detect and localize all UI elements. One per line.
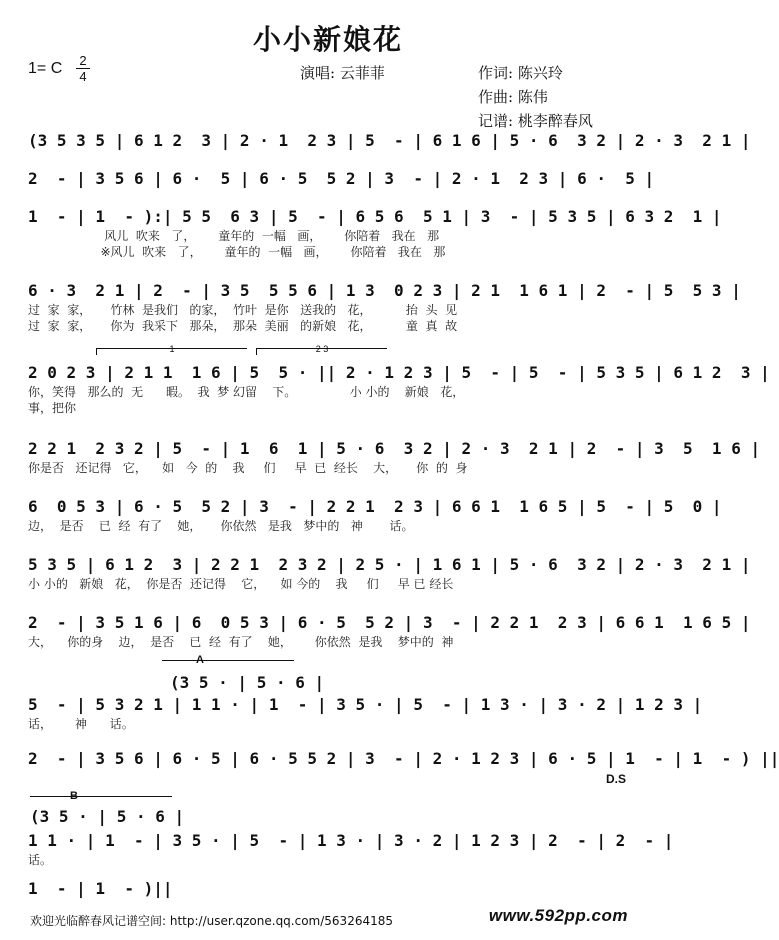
notation-line: 6 · 3 2 1 | 2 - | 3 5 5 5 6 | 1 3 0 2 3 | 2 1 1 6 1 | 2 - | 5 5 3 |: [28, 281, 741, 300]
lyric-line-2: ※风儿 吹来 了， 童年的 一幅 画， 你陪着 我在 那: [28, 245, 446, 259]
system-12: [28, 830, 674, 868]
time-signature: [76, 54, 90, 83]
system-4: [28, 280, 741, 334]
system-11: [28, 748, 779, 770]
time-signature-top: 2: [79, 53, 87, 68]
dal-segno-mark: D.S: [606, 772, 627, 786]
ossia-b-bracket: [30, 796, 172, 797]
ossia-a-mark: A: [196, 654, 204, 666]
lyric-line-1: 你，笑得 那么的 无 暇。 我 梦 幻留 下。 小 小的 新娘 花，: [28, 385, 465, 399]
system-7: [28, 496, 722, 534]
system-13: [28, 878, 634, 900]
volta-2-label: 2 3: [315, 344, 329, 354]
system-6: [28, 438, 761, 476]
ossia-b-notes: (3 5 · | 5 · 6 |: [30, 807, 185, 826]
notation-line: 2 - | 3 5 6 | 6 · 5 | 6 · 5 5 2 | 3 - | 2 · 1 2 3 | 6 · 5 | 1 - | 1 - ) ||: [28, 749, 779, 768]
system-2: [28, 168, 655, 190]
lyric-line-2: 事，把你: [28, 401, 77, 415]
lyric-line-1: 风儿 吹来 了， 童年的 一幅 画， 你陪着 我在 那: [28, 229, 440, 243]
notation-line: 2 - | 3 5 6 | 6 · 5 | 6 · 5 5 2 | 3 - | 2 · 1 2 3 | 6 · 5 |: [28, 169, 655, 188]
transcriber-credit: 记谱: 桃李醉春风: [478, 112, 593, 130]
lyric-line-1: 话， 神 话。: [28, 717, 134, 731]
song-title: 小小新娘花: [252, 23, 403, 56]
ossia-b: [30, 806, 185, 828]
lyric-line-1: 你是否 还记得 它， 如 今 的 我 们 早 已 经长 大， 你 的 身: [28, 461, 468, 475]
notation-line: 1 - | 1 - )||: [28, 879, 173, 898]
ossia-b-mark: B: [70, 790, 78, 802]
ossia-a-bracket: [162, 660, 294, 661]
key-signature: 1= C: [28, 60, 63, 77]
notation-line: 5 3 5 | 6 1 2 3 | 2 2 1 2 3 2 | 2 5 · | 1 6 1 | 5 · 6 3 2 | 2 · 3 2 1 |: [28, 555, 751, 574]
system-5: [28, 362, 770, 416]
notation-line: 1 1 · | 1 - | 3 5 · | 5 - | 1 3 · | 3 · 2 | 1 2 3 | 2 - | 2 - |: [28, 831, 674, 850]
footer-credit: 欢迎光临醉春风记谱空间: http://user.qzone.qq.com/563264185: [30, 914, 394, 928]
notation-line: (3 5 3 5 | 6 1 2 3 | 2 · 1 2 3 | 5 - | 6 1 6 | 5 · 6 3 2 | 2 · 3 2 1 |: [28, 131, 751, 150]
volta-1-bracket: [96, 344, 247, 355]
composer-credit: 作曲: 陈伟: [478, 88, 548, 106]
system-8: [28, 554, 751, 592]
lyric-line-1: 大， 你的身 边， 是否 已 经 有了 她， 你依然 是我 梦中的 神: [28, 635, 454, 649]
lyric-line-1: 边， 是否 已 经 有了 她， 你依然 是我 梦中的 神 话。: [28, 519, 414, 533]
lyric-line-1: 话。: [28, 853, 53, 867]
singer-credit: 演唱: 云菲菲: [300, 64, 385, 82]
notation-line: 2 - | 3 5 1 6 | 6 0 5 3 | 6 · 5 5 2 | 3 - | 2 2 1 2 3 | 6 6 1 1 6 5 |: [28, 613, 751, 632]
lyricist-credit: 作词: 陈兴玲: [478, 64, 563, 82]
ossia-a-notes: (3 5 · | 5 · 6 |: [170, 673, 325, 692]
ossia-a: [170, 672, 325, 694]
system-1: [28, 130, 751, 152]
notation-line: 2 0 2 3 | 2 1 1 1 6 | 5 5 · || 2 · 1 2 3 | 5 - | 5 - | 5 3 5 | 6 1 2 3 |: [28, 363, 770, 382]
system-10: [28, 694, 703, 732]
notation-line: 1 - | 1 - ):| 5 5 6 3 | 5 - | 6 5 6 5 1 | 3 - | 5 3 5 | 6 3 2 1 |: [28, 207, 722, 226]
site-watermark: www.592pp.com: [488, 906, 628, 925]
lyric-line-2: 过 家 家， 你为 我采下 那朵， 那朵 美丽 的新娘 花， 童 真 故: [28, 319, 458, 333]
system-9: [28, 612, 751, 650]
time-signature-bottom: 4: [79, 69, 87, 84]
notation-line: 5 - | 5 3 2 1 | 1 1 · | 1 - | 3 5 · | 5 - | 1 3 · | 3 · 2 | 1 2 3 |: [28, 695, 703, 714]
system-3: [28, 206, 722, 260]
notation-line: 6 0 5 3 | 6 · 5 5 2 | 3 - | 2 2 1 2 3 | 6 6 1 1 6 5 | 5 - | 5 0 |: [28, 497, 722, 516]
notation-line: 2 2 1 2 3 2 | 5 - | 1 6 1 | 5 · 6 3 2 | 2 · 3 2 1 | 2 - | 3 5 1 6 |: [28, 439, 761, 458]
volta-2-bracket: [256, 344, 387, 355]
volta-1-label: 1: [169, 344, 175, 354]
lyric-line-1: 过 家 家， 竹林 是我们 的家， 竹叶 是你 送我的 花， 抬 头 见: [28, 303, 458, 317]
lyric-line-1: 小 小的 新娘 花， 你是否 还记得 它， 如 今的 我 们 早 已 经长: [28, 577, 454, 591]
